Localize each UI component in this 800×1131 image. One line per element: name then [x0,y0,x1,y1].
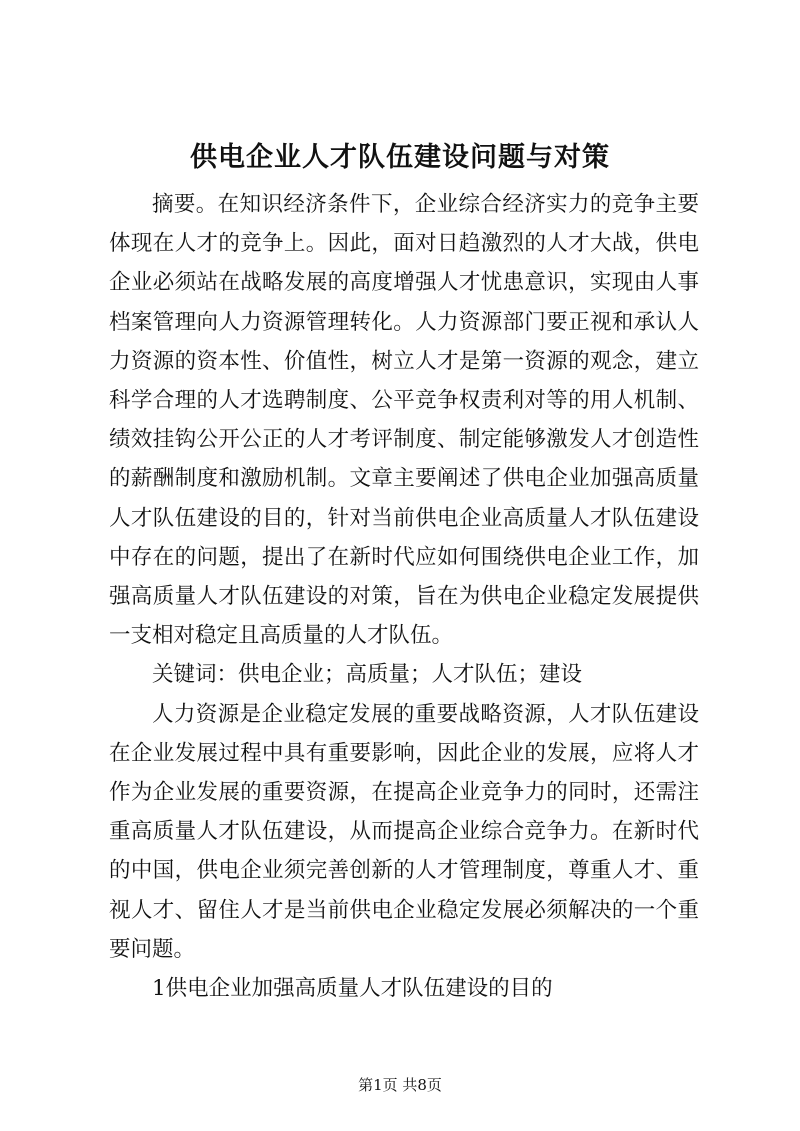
intro-paragraph: 人力资源是企业稳定发展的重要战略资源，人才队伍建设在企业发展过程中具有重要影响，因此企业的发展，应将人才作为企业发展的重要资源，在提高企业竞争力的同时，还需注重高质量人才队伍建设，从而提高企业综合竞争力。在新时代的中国，供电企业须完善创新的人才管理制度，尊重人才、重视人才、留住人才是当前供电企业稳定发展必须解决的一个重要问题。 [109,701,699,962]
page-footer: 第1页 共8页 [358,1076,442,1094]
section-heading: 1供电企业加强高质量人才队伍建设的目的 [152,976,553,1002]
abstract-paragraph: 摘要。在知识经济条件下，企业综合经济实力的竞争主要体现在人才的竞争上。因此，面对日趋激烈的人才大战，供电企业必须站在战略发展的高度增强人才忧患意识，实现由人事档案管理向人力资源管理转化。人力资源部门要正视和承认人力资源的资本性、价值性，树立人才是第一资源的观念，建立科学合理的人才选聘制度、公平竞争权责利对等的用人机制、绩效挂钩公开公正的人才考评制度、制定能够激发人才创造性的薪酬制度和激励机制。文章主要阐述了供电企业加强高质量人才队伍建设的目的，针对当前供电企业高质量人才队伍建设中存在的问题，提出了在新时代应如何围绕供电企业工作，加强高质量人才队伍建设的对策，旨在为供电企业稳定发展提供一支相对稳定且高质量的人才队伍。 [109,192,699,649]
document-title: 供电企业人才队伍建设问题与对策 [190,142,610,173]
document-body [109,185,699,1008]
keywords-paragraph: 关键词：供电企业；高质量；人才队伍；建设 [152,662,583,688]
